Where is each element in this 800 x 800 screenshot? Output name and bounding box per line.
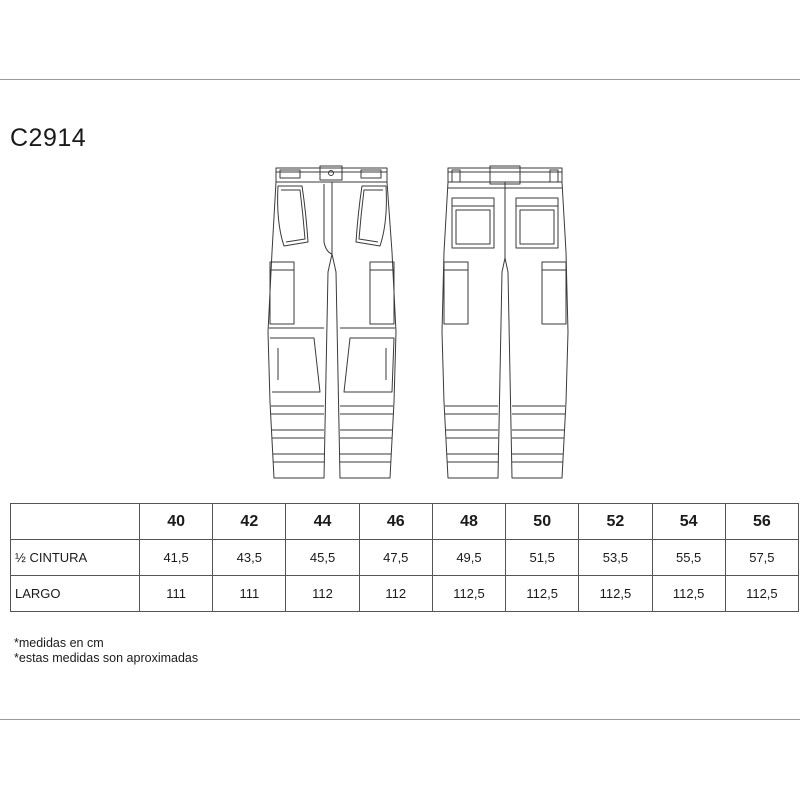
half-waist-cell: 45,5 xyxy=(286,540,359,576)
half-waist-cell: 41,5 xyxy=(140,540,213,576)
size-chart-table xyxy=(10,503,799,612)
front-view xyxy=(268,166,396,478)
size-header-cell: 50 xyxy=(506,504,579,540)
half-waist-cell: 51,5 xyxy=(506,540,579,576)
half-waist-cell: 55,5 xyxy=(652,540,725,576)
size-header-cell: 48 xyxy=(432,504,505,540)
length-cell: 111 xyxy=(140,576,213,612)
size-header-cell: 44 xyxy=(286,504,359,540)
size-header-empty-cell xyxy=(11,504,140,540)
note-units: *medidas en cm xyxy=(14,636,104,650)
measurement-notes xyxy=(14,636,198,666)
size-header-cell: 54 xyxy=(652,504,725,540)
half-waist-cell: 43,5 xyxy=(213,540,286,576)
length-cell: 112 xyxy=(359,576,432,612)
half-waist-cell: 49,5 xyxy=(432,540,505,576)
product-code: C2914 xyxy=(10,124,87,152)
length-cell: 112,5 xyxy=(506,576,579,612)
length-cell: 112,5 xyxy=(432,576,505,612)
size-header-cell: 42 xyxy=(213,504,286,540)
size-header-cell: 52 xyxy=(579,504,652,540)
trousers-technical-drawing xyxy=(262,162,577,484)
half-waist-cell: 53,5 xyxy=(579,540,652,576)
note-approximate: *estas medidas son aproximadas xyxy=(14,651,199,665)
size-header-row xyxy=(11,504,799,540)
length-cell: 112 xyxy=(286,576,359,612)
row-label-length: LARGO xyxy=(11,576,140,612)
size-header-cell: 46 xyxy=(359,504,432,540)
length-cell: 111 xyxy=(213,576,286,612)
table-row xyxy=(11,540,799,576)
size-header-cell: 40 xyxy=(140,504,213,540)
bottom-divider xyxy=(0,719,800,720)
length-cell: 112,5 xyxy=(725,576,798,612)
back-view xyxy=(442,166,568,478)
row-label-half-waist: ½ CINTURA xyxy=(11,540,140,576)
length-cell: 112,5 xyxy=(579,576,652,612)
length-cell: 112,5 xyxy=(652,576,725,612)
top-divider xyxy=(0,79,800,80)
table-row xyxy=(11,576,799,612)
half-waist-cell: 47,5 xyxy=(359,540,432,576)
size-header-cell: 56 xyxy=(725,504,798,540)
half-waist-cell: 57,5 xyxy=(725,540,798,576)
